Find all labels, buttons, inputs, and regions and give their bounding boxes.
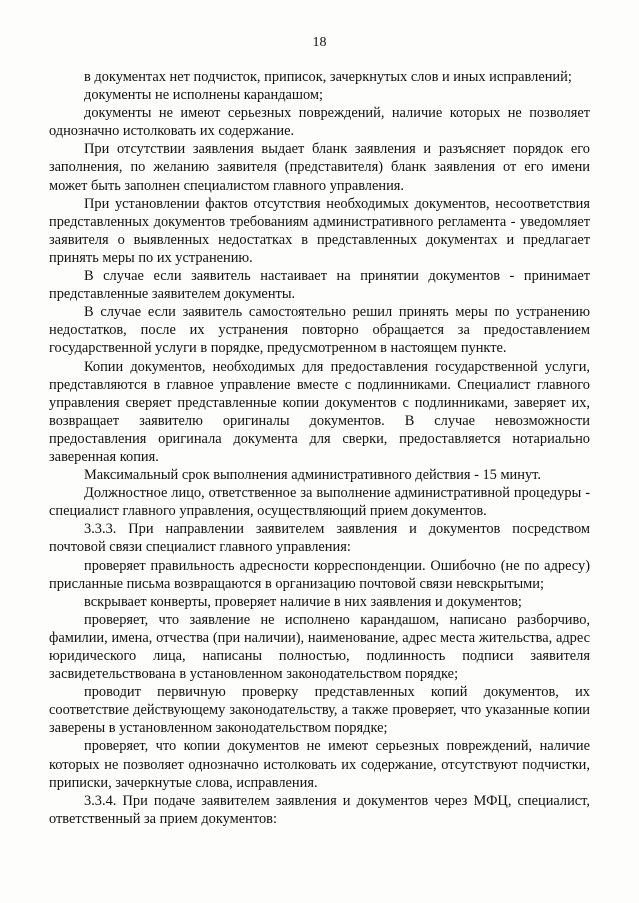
paragraph: проводит первичную проверку представленных копий документов, их соответствие действующему законодательству, а также проверяет, что указанные копии заверены в установленном законодательством порядке; xyxy=(49,684,590,737)
paragraph: 3.3.3. При направлении заявителем заявления и документов посредством почтовой связи специалист главного управления: xyxy=(49,521,590,556)
paragraph: При установлении фактов отсутствия необходимых документов, несоответствия представленных документов требованиям административного регламента - уведомляет заявителя о выявленных недостатках в представленных документах и предлагает принять меры по их устранению. xyxy=(49,195,590,266)
page-number: 18 xyxy=(312,35,327,50)
paragraph: При отсутствии заявления выдает бланк заявления и разъясняет порядок его заполнения, по желанию заявителя (представителя) бланк заявления от его имени может быть заполнен специалистом главного управления. xyxy=(49,141,590,194)
paragraph: Должностное лицо, ответственное за выполнение административной процедуры - специалист главного управления, осуществляющий прием документов. xyxy=(49,485,590,520)
paragraph: документы не исполнены карандашом; xyxy=(84,87,324,104)
paragraph: Максимальный срок выполнения административного действия - 15 минут. xyxy=(84,467,541,484)
paragraph: проверяет правильность адресности корреспонденции. Ошибочно (не по адресу) присланные письма возвращаются в организацию почтовой связи невскрытыми; xyxy=(49,557,590,592)
paragraph: В случае если заявитель настаивает на принятии документов - принимает представленные заявителем документы. xyxy=(49,268,590,303)
paragraph: вскрывает конверты, проверяет наличие в них заявления и документов; xyxy=(84,593,522,610)
paragraph: 3.3.4. При подаче заявителем заявления и документов через МФЦ, специалист, ответственный за прием документов: xyxy=(49,792,590,827)
paragraph: проверяет, что копии документов не имеют серьезных повреждений, наличие которых не позволяет однозначно истолковать их содержание, отсутствуют подчистки, приписки, зачеркнутые слова, исправления. xyxy=(49,738,590,791)
paragraph: в документах нет подчисток, приписок, зачеркнутых слов и иных исправлений; xyxy=(84,69,572,85)
document-body xyxy=(49,68,590,828)
paragraph: В случае если заявитель самостоятельно решил принять меры по устранению недостатков, после их устранения повторно обращается за предоставлением государственной услуги в порядке, предусмотренном в настоящем пункте. xyxy=(49,304,590,357)
paragraph: проверяет, что заявление не исполнено карандашом, написано разборчиво, фамилии, имена, отчества (при наличии), наименование, адрес места жительства, адрес юридического лица, написаны полностью, подлинность подписи заявителя засвидетельствована в установленном законодательством порядке; xyxy=(49,611,590,683)
paragraph: документы не имеют серьезных повреждений, наличие которых не позволяет однозначно истолковать их содержание. xyxy=(49,105,590,140)
paragraph: Копии документов, необходимых для предоставления государственной услуги, представляются в главное управление вместе с подлинниками. Специалист главного управления сверяет представленные копии документов с подлинниками, заверяет их, возвращает заявителю оригиналы документов. В случае невозможности предоставления оригинала документа для сверки, предоставляется нотариально заверенная копия. xyxy=(49,358,590,465)
